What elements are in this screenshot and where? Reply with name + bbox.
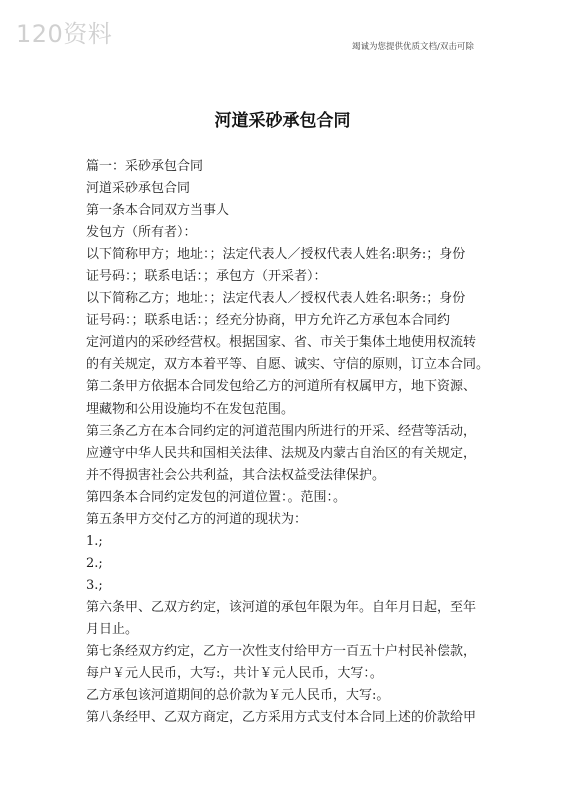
watermark-logo: 120资料 [16, 20, 113, 48]
body-line: 第一条本合同双方当事人 [86, 203, 230, 219]
body-line: 以下简称甲方；地址：；法定代表人／授权代表人姓名:职务:；身份 [86, 247, 466, 263]
body-line: 应遵守中华人民共和国相关法律、法规及内蒙古自治区的有关规定， [86, 445, 477, 461]
body-line: 第五条甲方交付乙方的河道的现状为： [86, 511, 308, 527]
body-line: 篇一：采砂承包合同 [86, 159, 204, 174]
body-line: 发包方（所有者）： [86, 225, 197, 241]
body-line: 证号码：；联系电话：；承包方（开采者）： [86, 269, 327, 285]
body-line: 的有关规定，双方本着平等、自愿、诚实、守信的原则，订立本合同。 [86, 357, 490, 373]
body-line: 第七条经双方约定，乙方一次性支付给甲方一百五十户村民补偿款， [86, 644, 477, 660]
header-note: 竭诚为您提供优质文档/双击可除 [352, 42, 474, 52]
body-line: 第三条乙方在本合同约定的河道范围内所进行的开采、经营等活动， [86, 423, 477, 439]
body-line: 月日止。 [86, 621, 139, 637]
body-line: 3.; [86, 577, 103, 593]
body-line: 第八条经甲、乙双方商定，乙方采用方式支付本合同上述的价款给甲 [86, 710, 477, 726]
body-line: 2.; [86, 555, 103, 571]
body-line: 河道采砂承包合同 [86, 181, 191, 197]
body-line: 并不得损害社会公共利益，其合法权益受法律保护。 [86, 467, 386, 483]
body-line: 埋藏物和公用设施均不在发包范围。 [86, 401, 295, 417]
body-line: 1.; [86, 533, 103, 549]
body-line: 定河道内的采砂经营权。根据国家、省、市关于集体土地使用权流转 [86, 335, 477, 351]
document-body [86, 156, 500, 729]
body-line: 每户￥元人民币，大写:，共计￥元人民币，大写：。 [86, 666, 383, 682]
body-line: 第四条本合同约定发包的河道位置：。范围：。 [86, 489, 347, 505]
body-line: 证号码：；联系电话：；经充分协商，甲方允许乙方承包本合同约 [86, 313, 451, 329]
body-line: 乙方承包该河道期间的总价款为￥元人民币，大写:。 [86, 688, 390, 704]
body-line: 以下简称乙方；地址：；法定代表人／授权代表人姓名:职务:；身份 [86, 291, 466, 307]
document-title: 河道采砂承包合同 [214, 111, 351, 131]
body-line: 第六条甲、乙双方约定，该河道的承包年限为年。自年月日起，至年 [86, 599, 477, 615]
body-line: 第二条甲方依据本合同发包给乙方的河道所有权属甲方，地下资源、 [86, 379, 477, 395]
